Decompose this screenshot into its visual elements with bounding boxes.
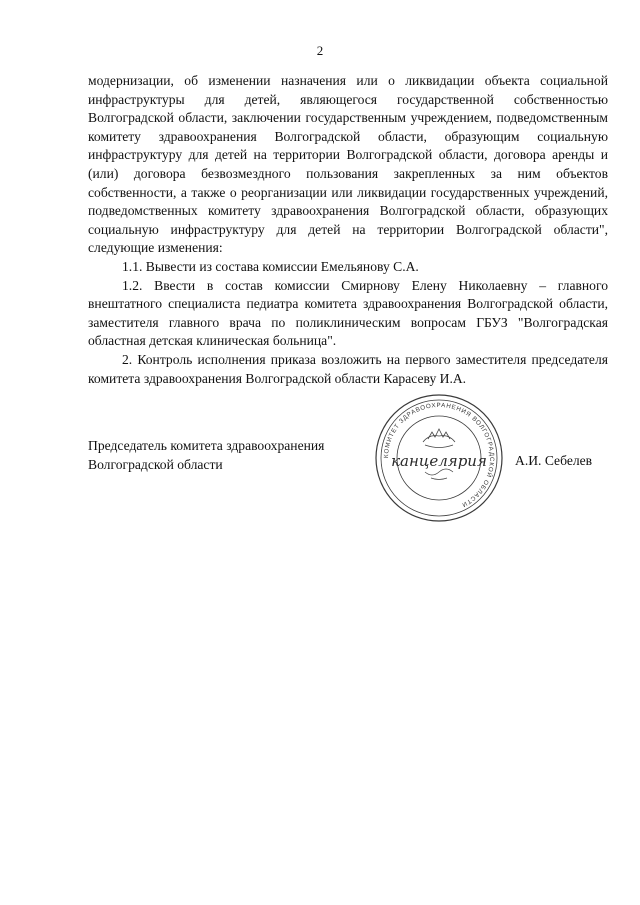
paragraph-continuation: модернизации, об изменении назначения или о ликвидации объекта социальной инфраструктуры для детей, являющегося государственной собственностью Волгоградской области, заключении государственным учреждением, подведомственным комитету здравоохранения Волгоградской области, образующим социальную инфраструктуру для детей на территории Волгоградской области, договора аренды и (или) договора безвозмездного пользования закрепленных за ним объектов собственности, а также о реорганизации или ликвидации государственных учреждений, подведомственных комитету здравоохранения Волгоградской области, образующих социальную инфраструктуру для детей на территории Волгоградской области", следующие изменения: <box>88 73 608 256</box>
document-body <box>88 72 608 388</box>
page-number: 2 <box>316 43 324 58</box>
office-stamp <box>373 392 505 524</box>
stamp-ring-text: КОМИТЕТ ЗДРАВООХРАНЕНИЯ ВОЛГОГРАДСКОЙ ОБЛАСТИ <box>382 401 496 509</box>
stamp-flourish-icon <box>425 469 453 480</box>
signatory-title-line-2: Волгоградской области <box>88 457 223 472</box>
stamp-center-text: канцелярия <box>391 452 487 470</box>
signatory-name: А.И. Себелев <box>515 453 593 468</box>
paragraph-item-1-1: 1.1. Вывести из состава комиссии Емельянову С.А. <box>122 258 419 274</box>
paragraph-item-2: 2. Контроль исполнения приказа возложить на первого заместителя председателя комитета здравоохранения Волгоградской области Карасеву И.А. <box>88 351 608 386</box>
stamp-seal-graphic <box>373 392 505 524</box>
paragraph-item-1-2: 1.2. Ввести в состав комиссии Смирнову Елену Николаевну – главного внештатного специалиста педиатра комитета здравоохранения Волгоградской области, заместителя главного врача по поликлиническим вопросам ГБУЗ "Волгоградская областная детская клиническая больница". <box>88 277 608 349</box>
signatory-title <box>88 436 324 474</box>
stamp-emblem-icon <box>423 429 455 448</box>
signatory-title-line-1: Председатель комитета здравоохранения <box>88 438 325 453</box>
